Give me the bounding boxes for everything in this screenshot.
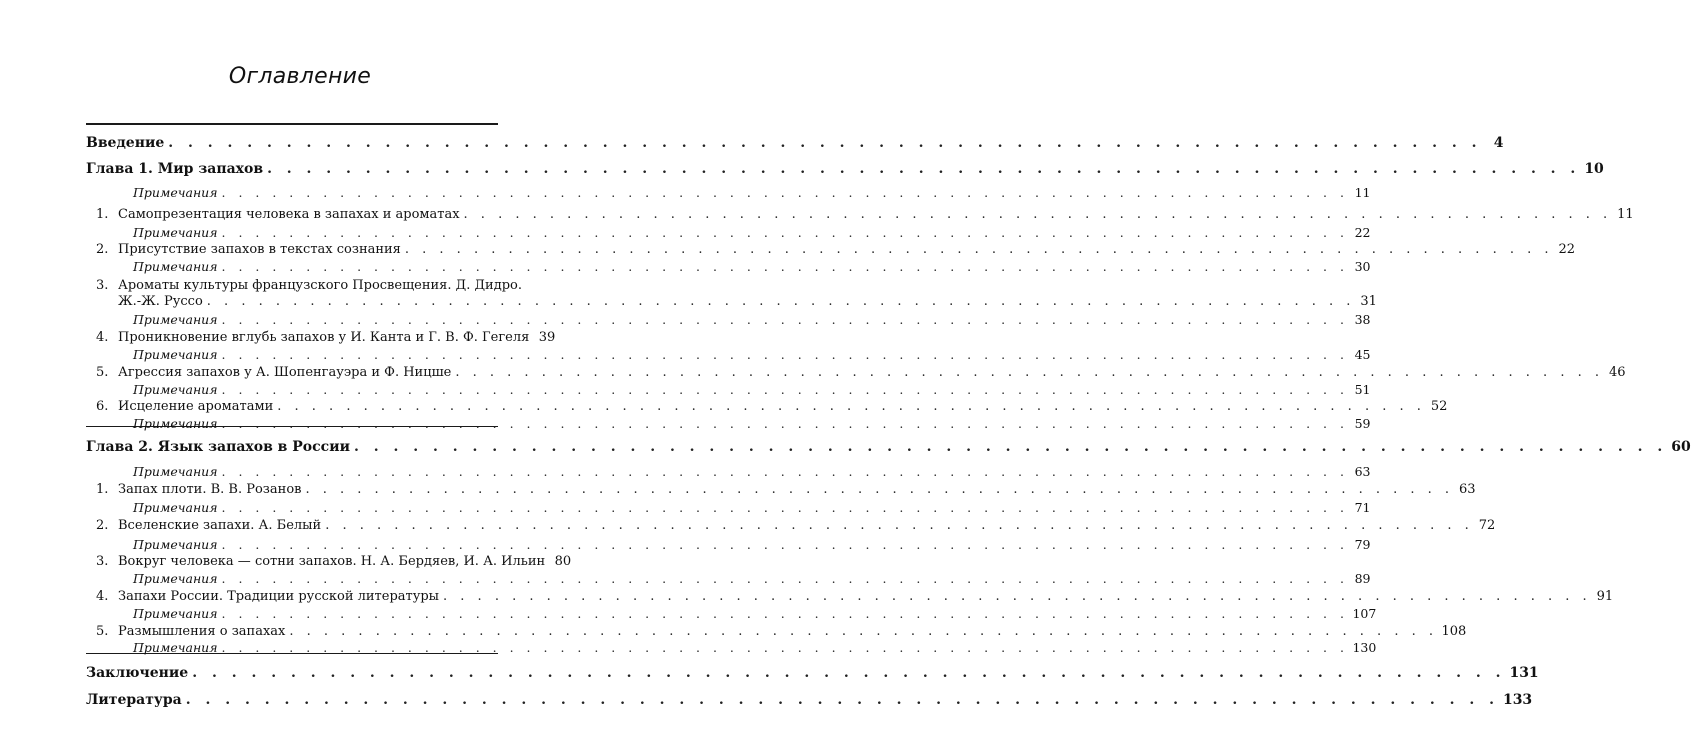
dot-leader: . . . . . . . . . . . . . . . . . . . . . . . . . . . . . . . . . . . . . . . . . . . . . . . . . . . . . . . . . . . . . . . . . . .: [221, 500, 1349, 515]
page-number: 91: [1596, 589, 1614, 604]
page-number: 108: [1441, 624, 1467, 639]
entry-number: 4.: [96, 330, 109, 345]
toc-entry[interactable]: [133, 500, 1371, 516]
page-number: 30: [1354, 259, 1371, 274]
entry-title: Примечания: [133, 225, 218, 240]
page-number: 80: [554, 554, 572, 569]
entry-title: Примечания: [133, 416, 218, 431]
toc-entry[interactable]: [133, 185, 1371, 201]
dot-leader: . . . . . . . . . . . . . . . . . . . . . . . . . . . . . . . . . . . . . . . . . . . . . . . . . . . . . . . . . . . . . . . . . . .: [221, 416, 1349, 431]
toc-entry[interactable]: [133, 606, 1377, 622]
toc-entry[interactable]: [133, 640, 1377, 656]
toc-entry[interactable]: [133, 312, 1371, 328]
dot-leader: . . . . . . . . . . . . . . . . . . . . . . . . . . . . . . . . . . . . . . . . . . . . . . . . . . . . . . . . . . . . . . . . . . .: [185, 692, 1499, 708]
dot-leader: . . . . . . . . . . . . . . . . . . . . . . . . . . . . . . . . . . . . . . . . . . . . . . . . . . . . . . . . . . . . . . . . . . .: [206, 294, 1355, 309]
entry-title: Проникновение вглубь запахов у И. Канта и Г. В. Ф. Гегеля: [118, 330, 530, 345]
entry-number: 1.: [96, 482, 109, 497]
entry-title: Запах плоти. В. В. Розанов: [118, 482, 302, 497]
entry-title: Глава 1. Мир запахов: [86, 161, 264, 177]
entry-title: Примечания: [133, 259, 218, 274]
entry-number: 4.: [96, 589, 109, 604]
toc-entry[interactable]: [96, 207, 1634, 223]
dot-leader: . . . . . . . . . . . . . . . . . . . . . . . . . . . . . . . . . . . . . . . . . . . . . . . . . . . . . . . . . . . . . . . . . . .: [404, 242, 1553, 257]
dot-leader: . . . . . . . . . . . . . . . . . . . . . . . . . . . . . . . . . . . . . . . . . . . . . . . . . . . . . . . . . . . . . . . . . . .: [277, 399, 1426, 414]
page-title: Оглавление: [228, 64, 372, 89]
entry-number: 3.: [96, 278, 109, 293]
toc-entry[interactable]: [133, 537, 1371, 553]
entry-title: Размышления о запахах: [118, 624, 286, 639]
dot-leader: . . . . . . . . . . . . . . . . . . . . . . . . . . . . . . . . . . . . . . . . . . . . . . . . . . . . . . . . . . . . . . . . . . .: [289, 624, 1438, 639]
dot-leader: . . . . . . . . . . . . . . . . . . . . . . . . . . . . . . . . . . . . . . . . . . . . . . . . . . . . . . . . . . . . . . . . . . .: [221, 640, 1349, 655]
toc-entry[interactable]: [96, 482, 1476, 498]
toc-entry[interactable]: [133, 416, 1371, 432]
dot-leader: . . . . . . . . . . . . . . . . . . . . . . . . . . . . . . . . . . . . . . . . . . . . . . . . . . . . . . . . . . . . . . . . . . .: [267, 161, 1581, 177]
entry-title: Ж.-Ж. Руссо: [118, 294, 203, 309]
page-number: 51: [1354, 382, 1371, 397]
dot-leader: . . . . . . . . . . . . . . . . . . . . . . . . . . . . . . . . . . . . . . . . . . . . . . . . . . . . . . . . . . . . . . . . . . .: [221, 464, 1349, 479]
page-number: 71: [1354, 500, 1371, 515]
entry-title: Примечания: [133, 606, 218, 621]
entry-title: Примечания: [133, 537, 218, 552]
page-number: 63: [1459, 482, 1476, 497]
dot-leader: . . . . . . . . . . . . . . . . . . . . . . . . . . . . . . . . . . . . . . . . . . . . . . . . . . . . . . . . . . . . . . . . . . .: [443, 589, 1592, 604]
entry-title: Агрессия запахов у А. Шопенгауэра и Ф. Ницше: [118, 365, 452, 380]
toc-entry[interactable]: [86, 665, 1539, 681]
dot-leader: . . . . . . . . . . . . . . . . . . . . . . . . . . . . . . . . . . . . . . . . . . . . . . . . . . . . . . . . . . . . . . . . . . .: [192, 665, 1506, 681]
dot-leader: . . . . . . . . . . . . . . . . . . . . . . . . . . . . . . . . . . . . . . . . . . . . . . . . . . . . . . . . . . . . . . . . . . .: [305, 482, 1454, 497]
page-number: 31: [1360, 294, 1377, 309]
toc-entry[interactable]: [133, 225, 1371, 241]
entry-title: Литература: [86, 692, 182, 708]
page-number: 72: [1478, 518, 1496, 533]
entry-title: Примечания: [133, 640, 218, 655]
toc-entry[interactable]: [96, 330, 556, 346]
entry-title: Примечания: [133, 500, 218, 515]
entry-title: Заключение: [86, 665, 189, 681]
page-number: 39: [538, 330, 556, 345]
dot-leader: . . . . . . . . . . . . . . . . . . . . . . . . . . . . . . . . . . . . . . . . . . . . . . . . . . . . . . . . . . . . . . . . . . .: [221, 382, 1349, 397]
page-number: 11: [1354, 185, 1371, 200]
dot-leader: . . . . . . . . . . . . . . . . . . . . . . . . . . . . . . . . . . . . . . . . . . . . . . . . . . . . . . . . . . . . . . . . . . .: [325, 518, 1474, 533]
entry-title: Примечания: [133, 571, 218, 586]
toc-entry[interactable]: [96, 589, 1614, 605]
entry-title: Введение: [86, 135, 165, 151]
entry-number: 5.: [96, 624, 109, 639]
page-number: 22: [1354, 225, 1371, 240]
toc-entry[interactable]: [133, 259, 1371, 275]
dot-leader: . . . . . . . . . . . . . . . . . . . . . . . . . . . . . . . . . . . . . . . . . . . . . . . . . . . . . . . . . . . . . . . . . . .: [221, 571, 1349, 586]
page-number: 4: [1493, 135, 1504, 151]
toc-entry[interactable]: [96, 242, 1575, 258]
toc-entry[interactable]: [133, 382, 1371, 398]
page-number: 63: [1354, 464, 1371, 479]
dot-leader: . . . . . . . . . . . . . . . . . . . . . . . . . . . . . . . . . . . . . . . . . . . . . . . . . . . . . . . . . . . . . . . . . . .: [221, 185, 1349, 200]
toc-entry[interactable]: [86, 692, 1533, 708]
entry-title: Самопрезентация человека в запахах и ароматах: [118, 207, 460, 222]
entry-title: Примечания: [133, 382, 218, 397]
toc-entry[interactable]: [96, 518, 1496, 534]
toc-entry[interactable]: [86, 135, 1504, 151]
page-number: 45: [1354, 347, 1371, 362]
dot-leader: . . . . . . . . . . . . . . . . . . . . . . . . . . . . . . . . . . . . . . . . . . . . . . . . . . . . . . . . . . . . . . . . . . .: [168, 135, 1482, 151]
entry-title: Примечания: [133, 347, 218, 362]
page-number: 38: [1354, 312, 1371, 327]
toc-entry[interactable]: [96, 278, 522, 294]
page-number: 11: [1617, 207, 1634, 222]
dot-leader: . . . . . . . . . . . . . . . . . . . . . . . . . . . . . . . . . . . . . . . . . . . . . . . . . . . . . . . . . . . . . . . . . . .: [463, 207, 1612, 222]
page-number: 130: [1352, 640, 1377, 655]
entry-number: 1.: [96, 207, 109, 222]
page-number: 46: [1608, 365, 1626, 380]
page-number: 10: [1584, 161, 1604, 177]
page-number: 60: [1671, 439, 1691, 455]
entry-number: 2.: [96, 242, 109, 257]
dot-leader: . . . . . . . . . . . . . . . . . . . . . . . . . . . . . . . . . . . . . . . . . . . . . . . . . . . . . . . . . . . . . . . . . . .: [221, 606, 1349, 621]
dot-leader: . . . . . . . . . . . . . . . . . . . . . . . . . . . . . . . . . . . . . . . . . . . . . . . . . . . . . . . . . . . . . . . . . . .: [221, 259, 1349, 274]
toc-entry[interactable]: [133, 571, 1371, 587]
entry-number: 5.: [96, 365, 109, 380]
toc-entry[interactable]: [133, 464, 1371, 480]
entry-title: Вселенские запахи. А. Белый: [118, 518, 322, 533]
entry-number: 3.: [96, 554, 109, 569]
entry-title: Вокруг человека — сотни запахов. Н. А. Бердяев, И. А. Ильин: [118, 554, 546, 569]
dot-leader: . . . . . . . . . . . . . . . . . . . . . . . . . . . . . . . . . . . . . . . . . . . . . . . . . . . . . . . . . . . . . . . . . . .: [353, 439, 1668, 455]
page-number: 107: [1352, 606, 1377, 621]
entry-title: Примечания: [133, 464, 218, 479]
dot-leader: . . . . . . . . . . . . . . . . . . . . . . . . . . . . . . . . . . . . . . . . . . . . . . . . . . . . . . . . . . . . . . . . . . .: [455, 365, 1604, 380]
entry-title: Примечания: [133, 312, 218, 327]
page-number: 79: [1354, 537, 1371, 552]
page-number: 22: [1558, 242, 1575, 257]
page-number: 89: [1354, 571, 1371, 586]
page-number: 59: [1354, 416, 1371, 431]
toc-entry[interactable]: [86, 161, 1604, 177]
page-number: 131: [1509, 665, 1539, 681]
entry-title: Ароматы культуры французского Просвещения. Д. Дидро.: [118, 278, 522, 293]
entry-title: Глава 2. Язык запахов в России: [86, 439, 350, 455]
entry-title: Исцеление ароматами: [118, 399, 274, 414]
dot-leader: . . . . . . . . . . . . . . . . . . . . . . . . . . . . . . . . . . . . . . . . . . . . . . . . . . . . . . . . . . . . . . . . . . .: [221, 312, 1349, 327]
dot-leader: . . . . . . . . . . . . . . . . . . . . . . . . . . . . . . . . . . . . . . . . . . . . . . . . . . . . . . . . . . . . . . . . . . .: [221, 347, 1349, 362]
entry-title: Примечания: [133, 185, 218, 200]
toc-entry[interactable]: [96, 554, 572, 570]
entry-title: Присутствие запахов в текстах сознания: [118, 242, 401, 257]
dot-leader: . . . . . . . . . . . . . . . . . . . . . . . . . . . . . . . . . . . . . . . . . . . . . . . . . . . . . . . . . . . . . . . . . . .: [221, 225, 1349, 240]
toc-entry[interactable]: [86, 439, 1691, 455]
page-number: 133: [1502, 692, 1533, 708]
toc-entry[interactable]: [133, 347, 1371, 363]
page-number: 52: [1430, 399, 1448, 414]
dot-leader: . . . . . . . . . . . . . . . . . . . . . . . . . . . . . . . . . . . . . . . . . . . . . . . . . . . . . . . . . . . . . . . . . . .: [221, 537, 1349, 552]
toc-entry[interactable]: [118, 294, 1377, 310]
toc-entry[interactable]: [96, 399, 1448, 415]
entry-title: Запахи России. Традиции русской литературы: [118, 589, 440, 604]
toc-entry[interactable]: [96, 624, 1467, 640]
entry-number: 6.: [96, 399, 109, 414]
entry-number: 2.: [96, 518, 109, 533]
toc-entry[interactable]: [96, 365, 1626, 381]
